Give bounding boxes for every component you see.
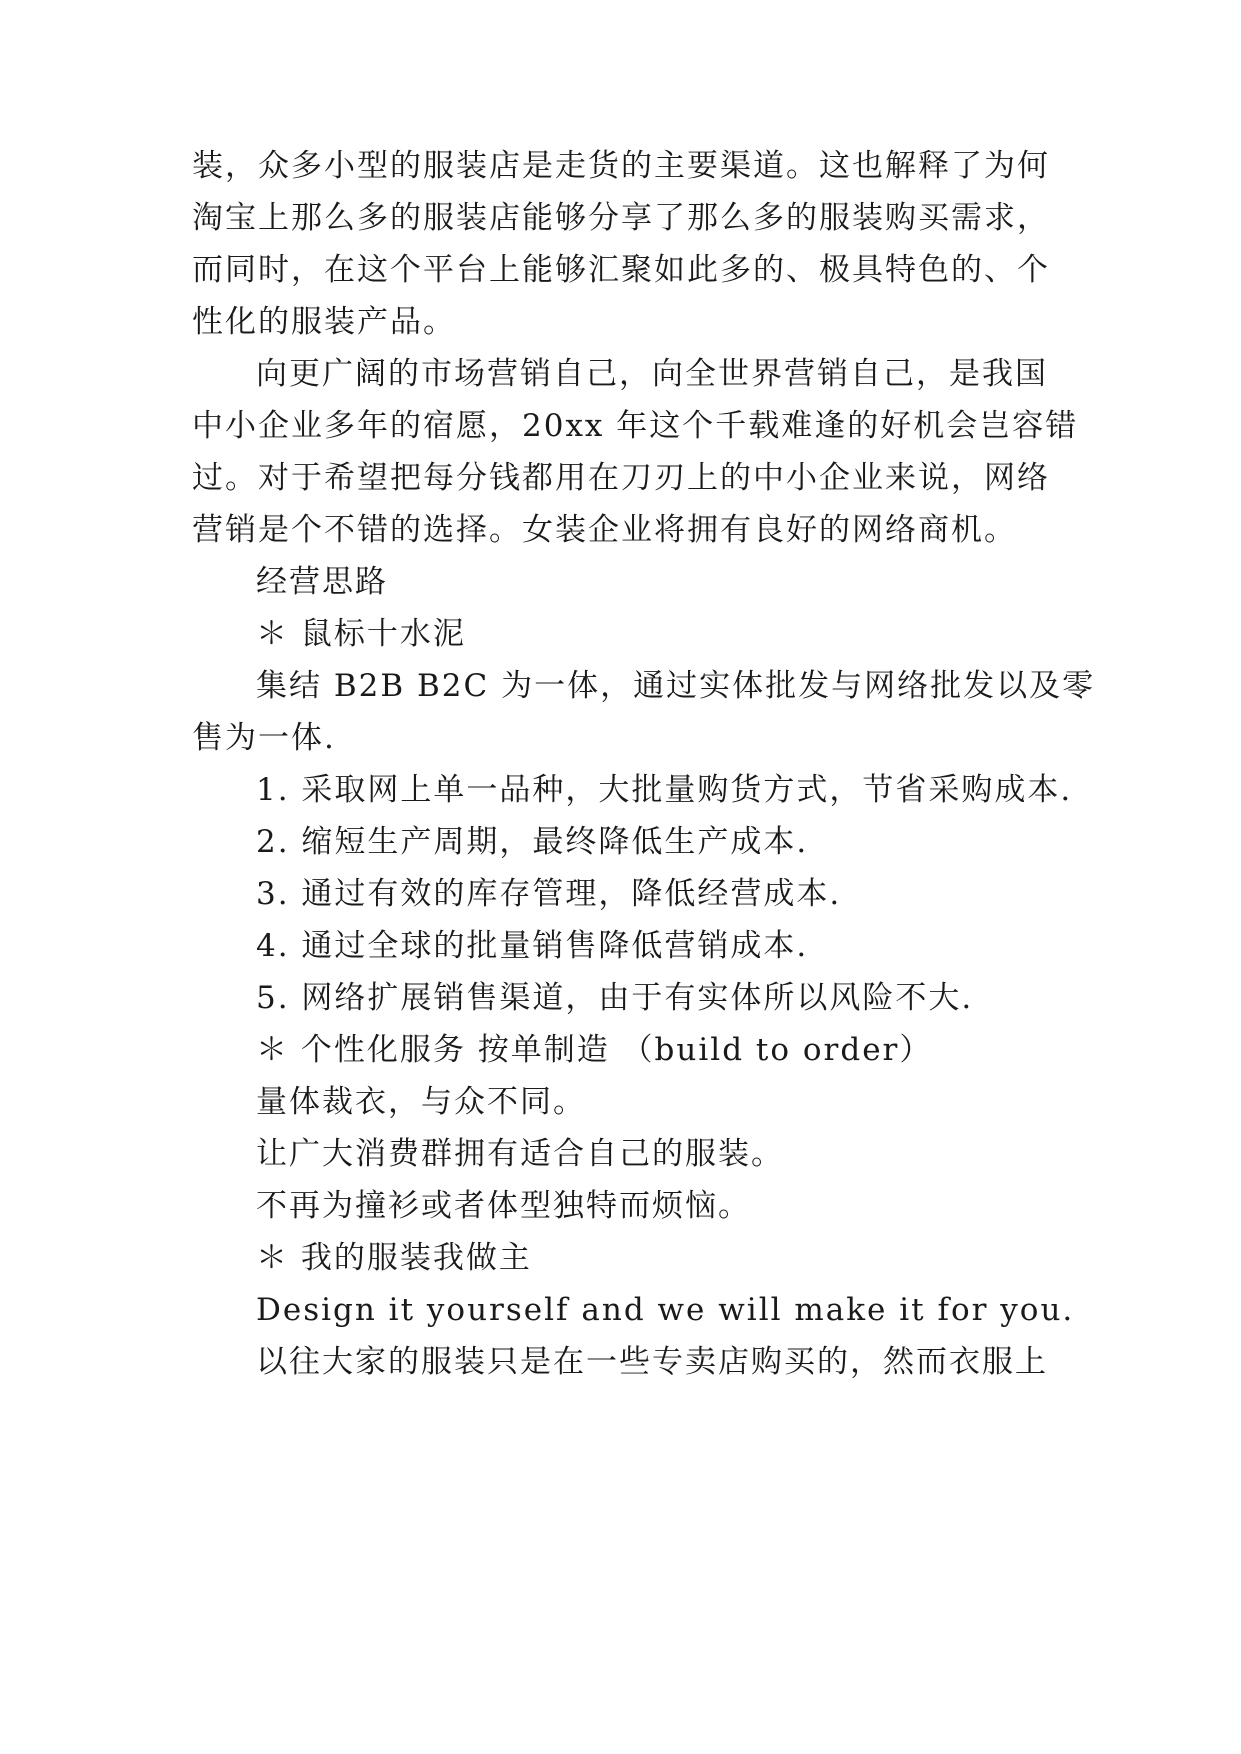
paragraph-line: 而同时，在这个平台上能够汇聚如此多的、极具特色的、个	[192, 252, 1050, 288]
list-item: 4. 通过全球的批量销售降低营销成本.	[256, 928, 809, 964]
paragraph-line: 淘宝上那么多的服装店能够分享了那么多的服装购买需求，	[192, 200, 1050, 236]
paragraph-line: 中小企业多年的宿愿，20xx 年这个千载难逢的好机会岂容错	[192, 408, 1079, 444]
list-item: 2. 缩短生产周期，最终降低生产成本.	[256, 824, 809, 860]
paragraph-line: 不再为撞衫或者体型独特而烦恼。	[256, 1188, 751, 1224]
paragraph-line: 让广大消费群拥有适合自己的服装。	[256, 1136, 784, 1172]
section-heading: 经营思路	[256, 564, 388, 600]
bullet-heading: ＊ 鼠标十水泥	[256, 616, 466, 652]
paragraph-line: 以往大家的服装只是在一些专卖店购买的，然而衣服上	[256, 1344, 1048, 1380]
paragraph-line: Design it yourself and we will make it for you.	[256, 1292, 1075, 1328]
paragraph-line: 过。对于希望把每分钱都用在刀刃上的中小企业来说，网络	[192, 460, 1050, 496]
paragraph-line: 售为一体.	[192, 720, 336, 756]
list-item: 1. 采取网上单一品种，大批量购货方式，节省采购成本.	[256, 772, 1073, 808]
paragraph-line: 装，众多小型的服装店是走货的主要渠道。这也解释了为何	[192, 148, 1050, 184]
paragraph-line: 营销是个不错的选择。女装企业将拥有良好的网络商机。	[192, 512, 1017, 548]
paragraph-line: 性化的服装产品。	[192, 304, 456, 340]
bullet-heading: ＊ 我的服装我做主	[256, 1240, 532, 1276]
paragraph-line: 向更广阔的市场营销自己，向全世界营销自己，是我国	[256, 356, 1048, 392]
paragraph-line: 量体裁衣，与众不同。	[256, 1084, 586, 1120]
list-item: 5. 网络扩展销售渠道，由于有实体所以风险不大.	[256, 980, 974, 1016]
bullet-heading: ＊ 个性化服务 按单制造 （build to order）	[256, 1032, 933, 1068]
paragraph-line: 集结 B2B B2C 为一体，通过实体批发与网络批发以及零	[256, 668, 1096, 704]
list-item: 3. 通过有效的库存管理，降低经营成本.	[256, 876, 842, 912]
